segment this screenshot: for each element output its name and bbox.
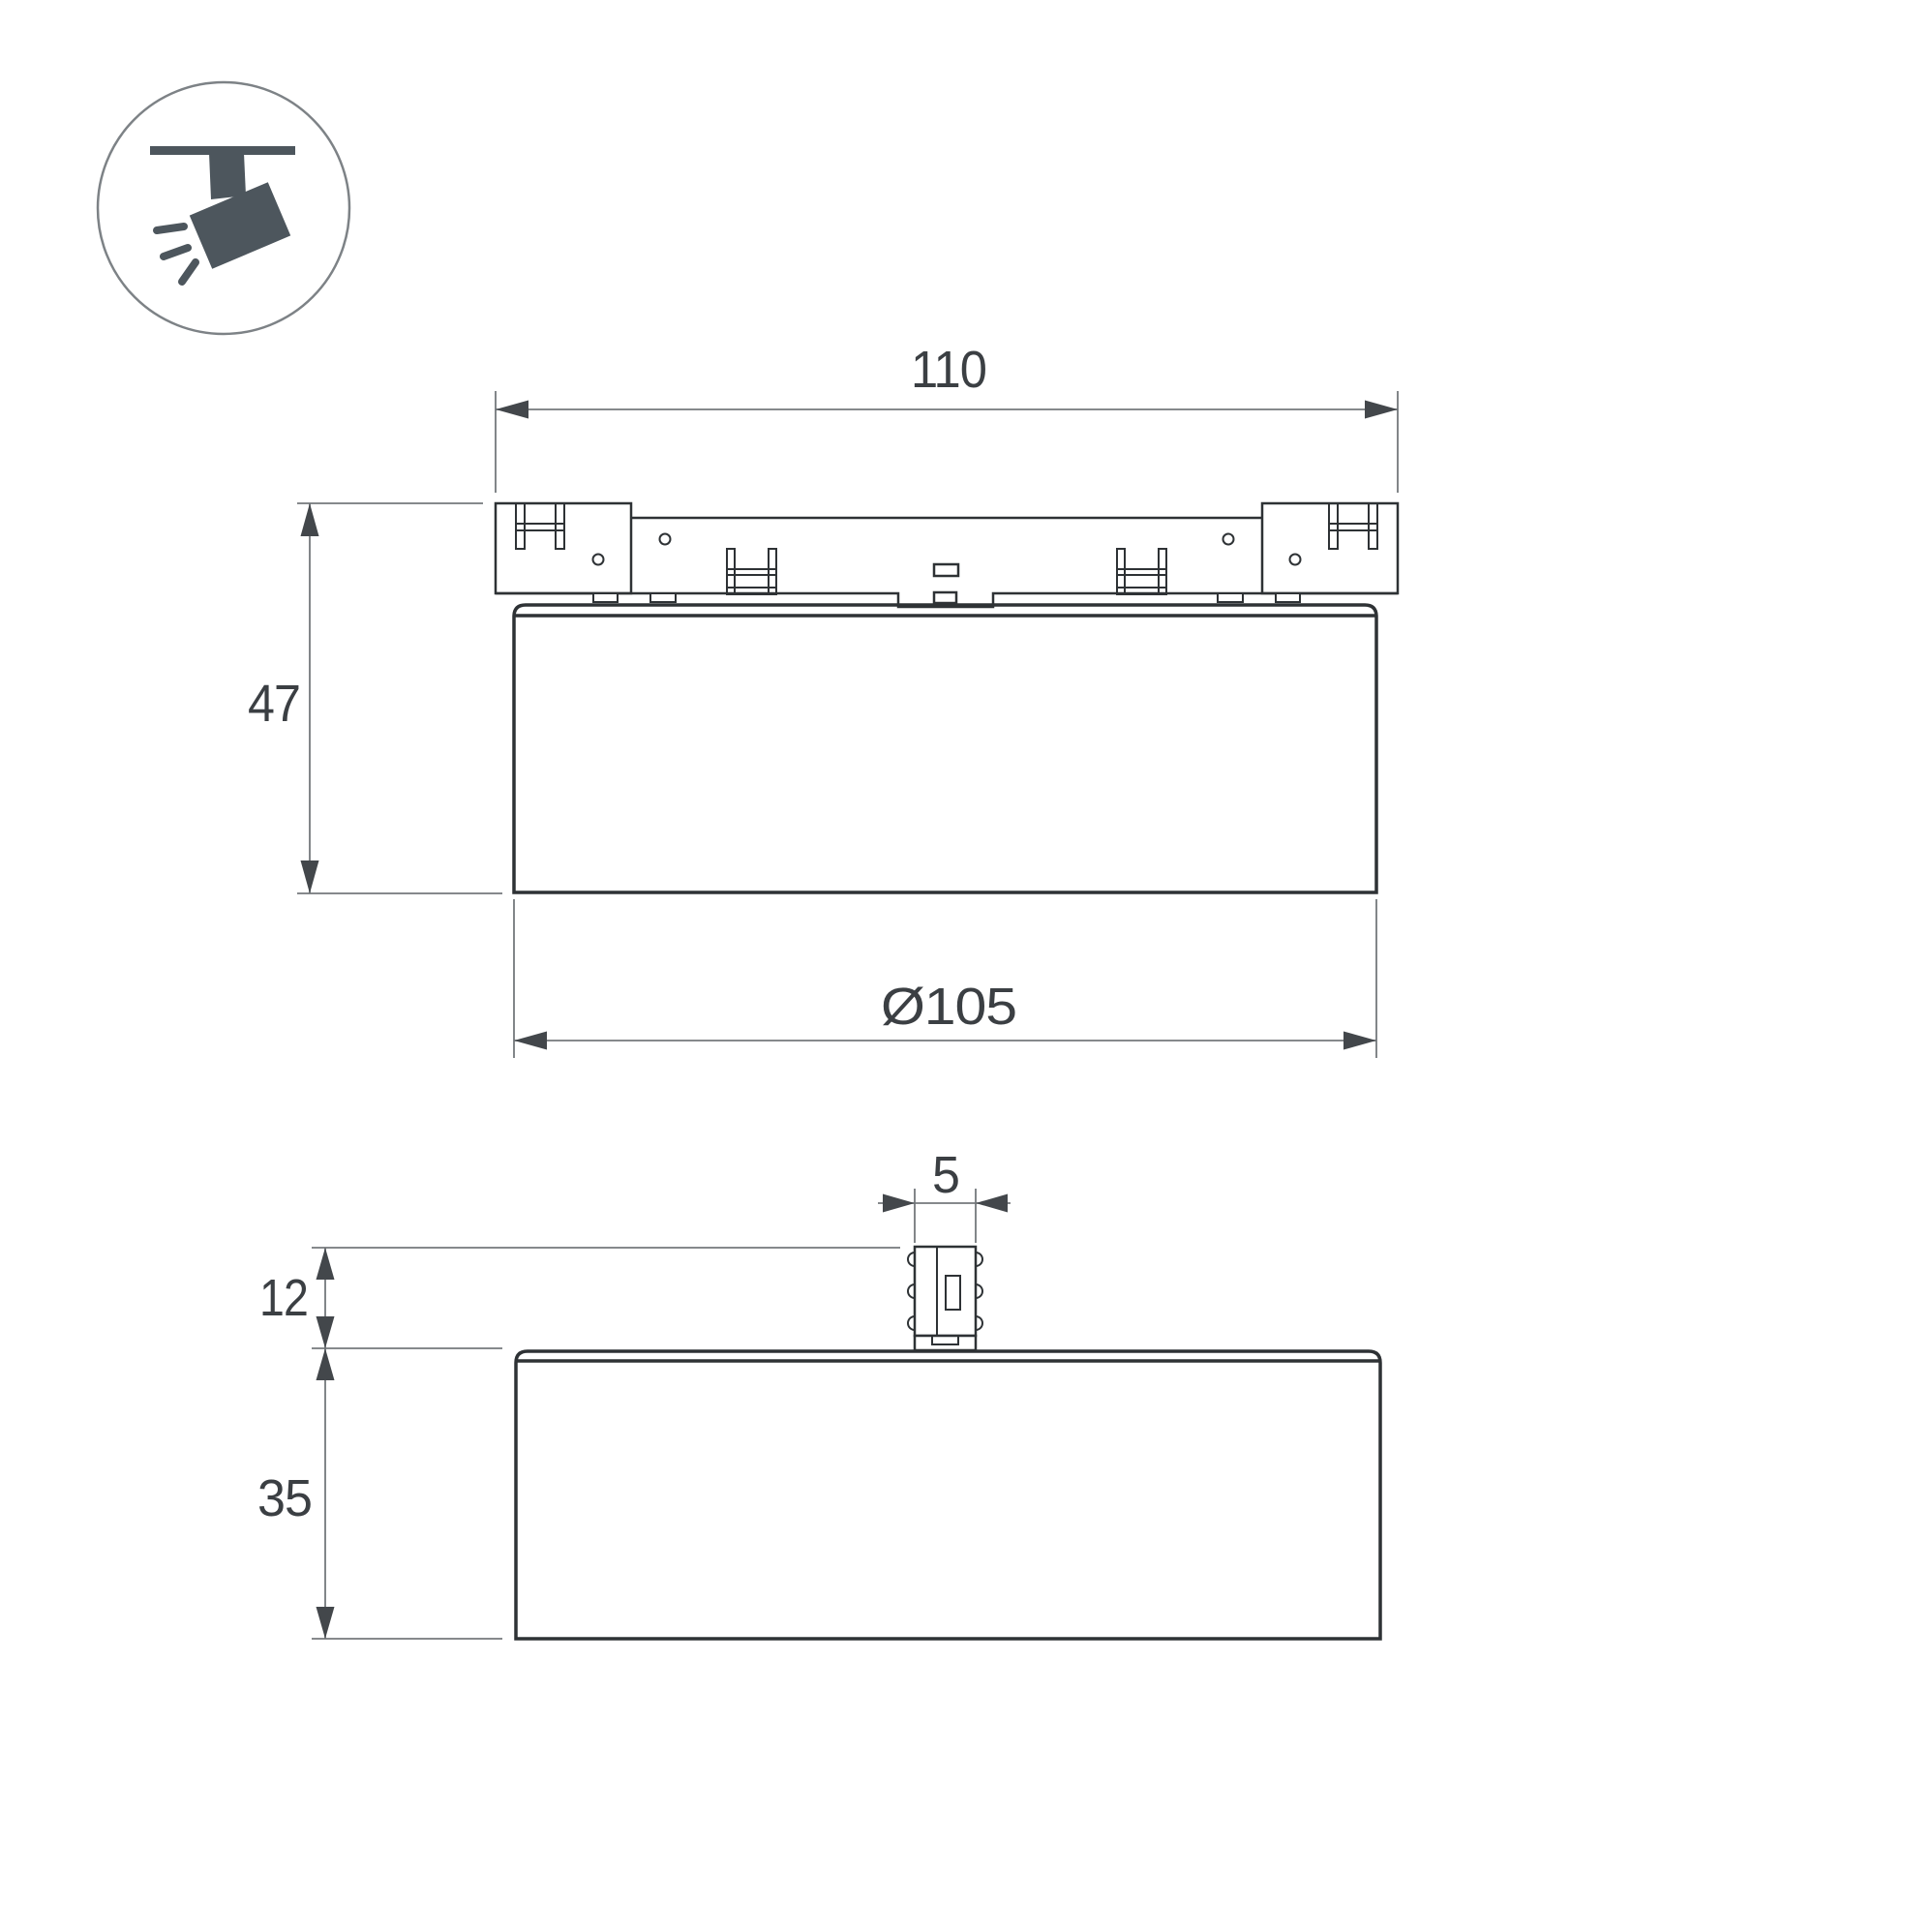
front-view bbox=[248, 341, 1398, 1058]
dimension-label-47: 47 bbox=[248, 675, 300, 733]
adapter-left-clip bbox=[516, 503, 564, 549]
icon-light-rays bbox=[157, 226, 196, 282]
dimension-connector-height-12 bbox=[259, 1248, 900, 1348]
connector-foot bbox=[915, 1336, 976, 1350]
dimension-connector-width-5 bbox=[878, 1146, 1011, 1243]
dimension-body-height-35 bbox=[257, 1348, 502, 1639]
adapter-mid-clip-left bbox=[727, 549, 776, 594]
icon-lamp-head bbox=[190, 182, 290, 269]
adapter-mid-clip-right bbox=[1117, 549, 1166, 594]
side-connector bbox=[908, 1247, 982, 1350]
front-track-adapter bbox=[496, 503, 1398, 607]
track-spotlight-icon bbox=[98, 82, 349, 334]
dimension-label-35: 35 bbox=[257, 1469, 312, 1527]
side-view bbox=[257, 1146, 1380, 1639]
dimension-label-5: 5 bbox=[932, 1146, 959, 1204]
adapter-centre-detail bbox=[934, 564, 958, 603]
dimension-label-110: 110 bbox=[911, 341, 986, 399]
dimension-label-d105: Ø105 bbox=[881, 978, 1016, 1036]
side-lamp-body bbox=[516, 1351, 1380, 1639]
dimension-label-12: 12 bbox=[259, 1269, 308, 1327]
dimension-width-110 bbox=[496, 341, 1398, 493]
icon-stem bbox=[209, 153, 246, 199]
adapter-holes bbox=[593, 534, 1301, 565]
front-lamp-body bbox=[514, 605, 1376, 892]
dimension-height-47 bbox=[248, 503, 502, 893]
adapter-right-clip bbox=[1329, 503, 1377, 549]
dimension-diameter-105 bbox=[514, 899, 1376, 1058]
